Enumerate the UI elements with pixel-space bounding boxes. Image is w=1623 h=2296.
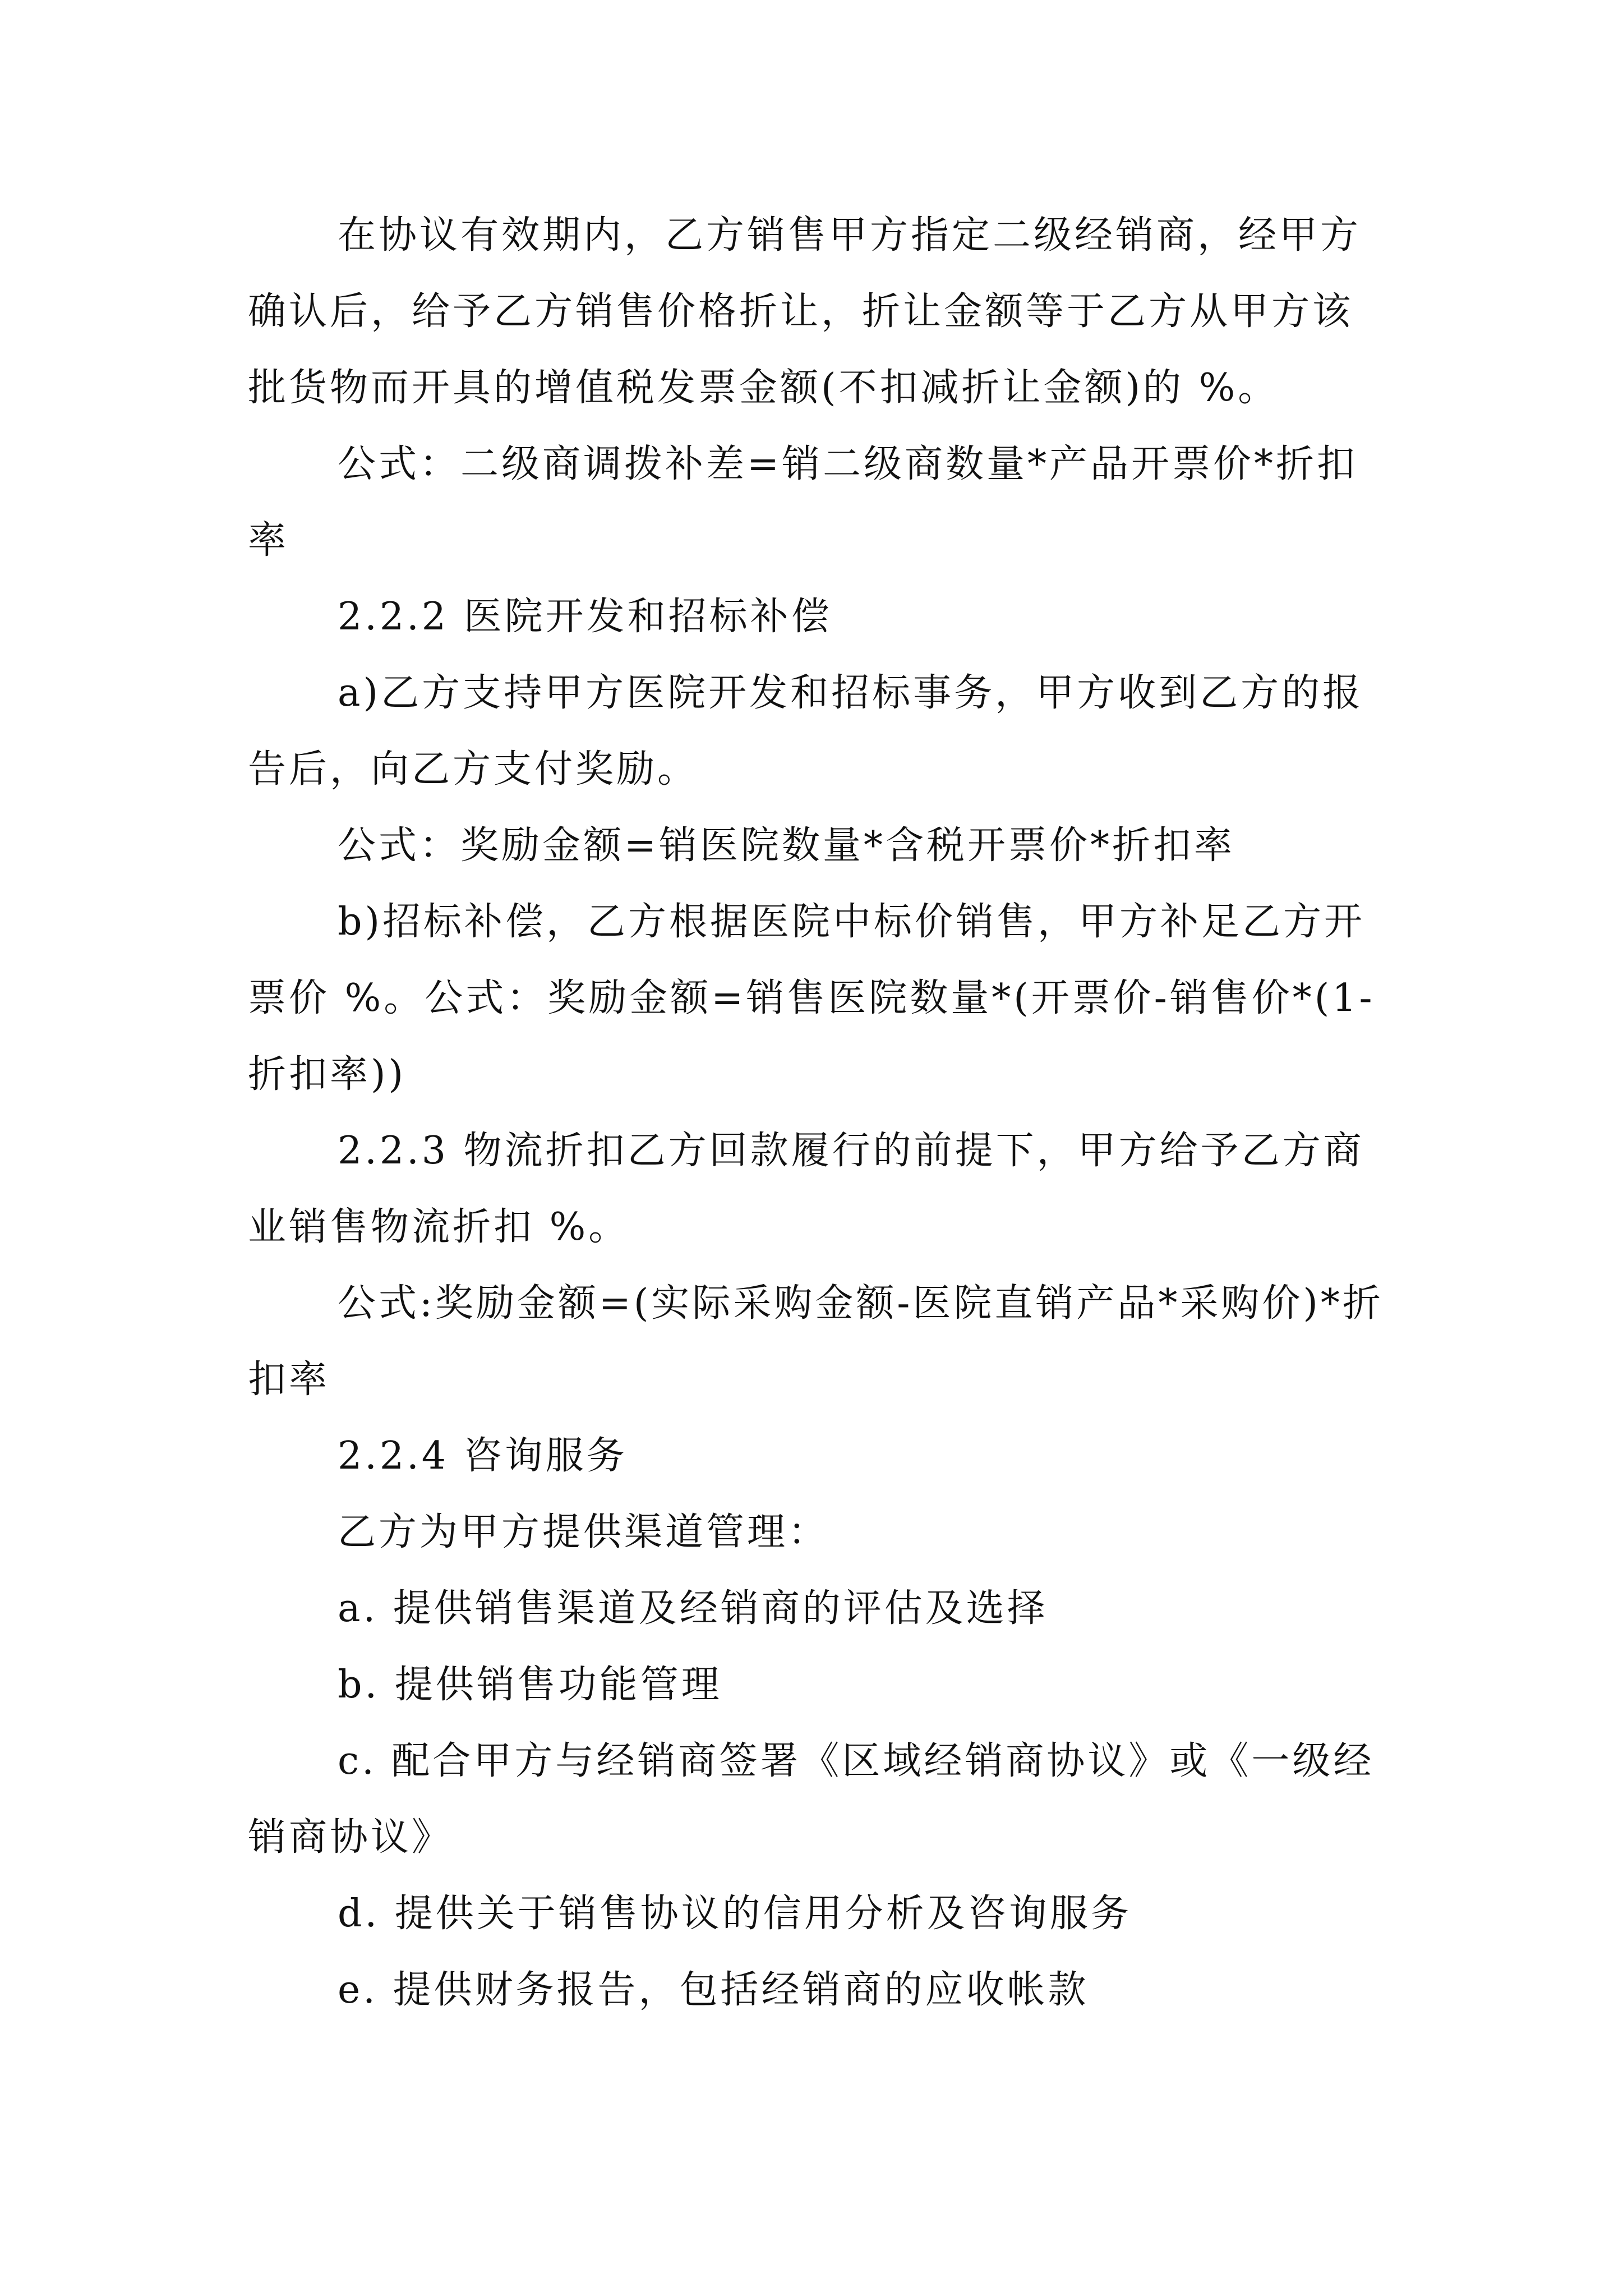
list-item-a: a. 提供销售渠道及经销商的评估及选择 [338,1586,1048,1631]
document-body [248,197,1386,2028]
list-item-d: d. 提供关于销售协议的信用分析及咨询服务 [338,1892,1132,1936]
list-item-e: e. 提供财务报告，包括经销商的应收帐款 [338,1968,1089,2012]
paragraph-discount-terms: 在协议有效期内，乙方销售甲方指定二级经销商，经甲方确认后，给予乙方销售价格折让，折让金额等于乙方从甲方该批货物而开具的增值税发票金额(不扣减折让金额)的 %。 [248,213,1362,410]
section-heading-2-2-3: 2.2.3 物流折扣乙方回款履行的前提下，甲方给予乙方商业销售物流折扣 %。 [248,1129,1364,1249]
paragraph-formula-secondary: 公式：二级商调拨补差=销二级商数量*产品开票价*折扣率 [248,442,1358,563]
paragraph-formula-hospital: 公式：奖励金额=销医院数量*含税开票价*折扣率 [338,823,1235,868]
list-item-b: b. 提供销售功能管理 [338,1663,722,1707]
paragraph-tender-compensation: b)招标补偿，乙方根据医院中标价销售，甲方补足乙方开票价 %。公式：奖励金额=销售医院数量*(开票价-销售价*(1-折扣率)) [248,900,1375,1097]
paragraph-channel-management: 乙方为甲方提供渠道管理： [338,1510,829,1554]
paragraph-formula-logistics: 公式:奖励金额=(实际采购金额-医院直销产品*采购价)*折扣率 [248,1281,1384,1402]
list-item-c: c. 配合甲方与经销商签署《区域经销商协议》或《一级经销商协议》 [248,1739,1375,1860]
section-heading-2-2-2: 2.2.2 医院开发和招标补偿 [338,595,832,639]
paragraph-hospital-support: a)乙方支持甲方医院开发和招标事务，甲方收到乙方的报告后，向乙方支付奖励。 [248,671,1364,792]
section-heading-2-2-4: 2.2.4 咨询服务 [338,1434,628,1478]
